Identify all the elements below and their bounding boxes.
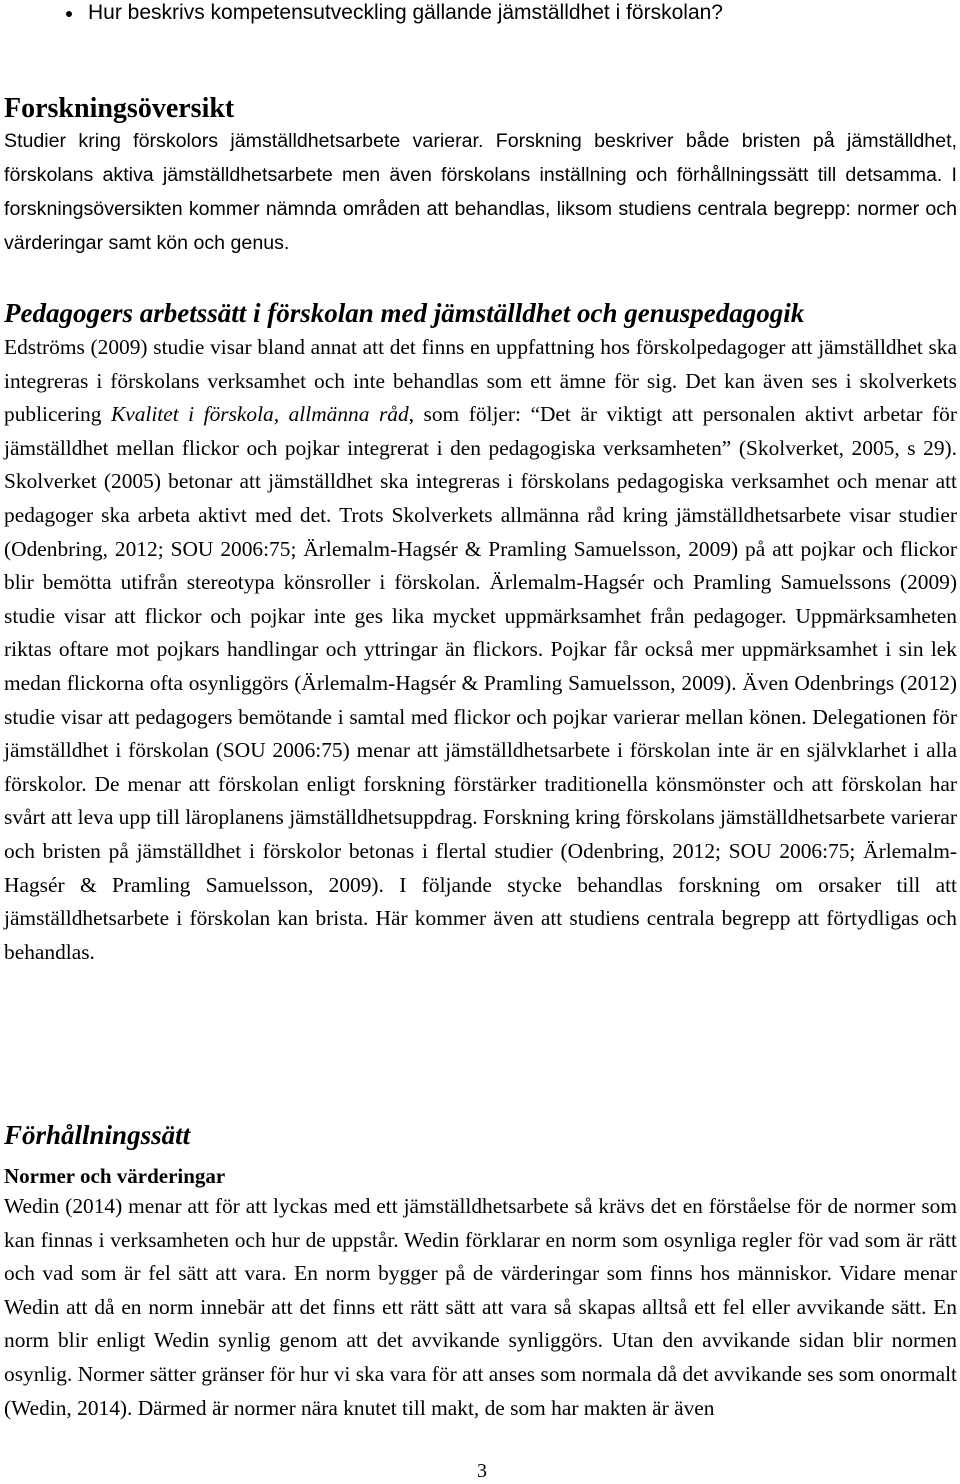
paragraph-text-part2: , som följer: “Det är viktigt att personalen aktivt arbetar för jämställdhet mellan flickor och pojkar integrerat i den pedagogiska verksamheten” (Skolverket, 2005, s 29). Skolverket (2005) betonar att jämställdhet ska integreras i förskolans pedagogiska verksamhet och menar att pedagoger ska arbeta aktivt med det. Trots Skolverkets allmänna råd kring jämställdhetsarbete visar studier (Odenbring, 2012; SOU 2006:75; Ärlemalm-Hagsér & Pramling Samuelsson, 2009) på att pojkar och flickor blir bemötta utifrån stereotypa könsroller i förskolan. Ärlemalm-Hagsér och Pramling Samuelssons (2009) studie visar att flickor och pojkar inte ges lika mycket uppmärksamhet från pedagoger. Uppmärksamheten riktas oftare mot pojkars handlingar och yttringar än flickors. Pojkar får också mer uppmärksamhet i sin lek medan flickorna ofta osynliggörs (Ärlemalm-Hagsér & Pramling Samuelsson, 2009). Även Odenbrings (2012) studie visar att pedagogers bemötande i samtal med flickor och pojkar varierar mellan könen. Delegationen för jämställdhet i förskolan (SOU 2006:75) menar att jämställdhetsarbete i förskolan inte är en självklarhet i alla förskolor. De menar att förskolan enligt forskning förstärker traditionella könsmönster och att förskolan har svårt att leva upp till läroplanens jämställdhetsuppdrag. Forskning kring förskolans jämställdhetsarbete varierar och bristen på jämställdhet i förskolor betonas i flertal studier (Odenbring, 2012; SOU 2006:75; Ärlemalm-Hagsér & Pramling Samuelsson, 2009). I följande stycke behandlas forskning om orsaker till att jämställdhetsarbete i förskolan kan brista. Här kommer även att studiens centrala begrepp att förtydligas och behandlas.	[4, 402, 957, 964]
publication-title: Kvalitet i förskola, allmänna råd	[110, 402, 409, 427]
paragraph-normer: Wedin (2014) menar att för att lyckas med ett jämställdhetsarbete så krävs det en förståelse för de normer som kan finnas i verksamheten och hur de uppstår. Wedin förklarar en norm som osynliga regler för vad som är rätt och vad som är fel sätt att vara. En norm bygger på de värderingar som finns hos människor. Vidare menar Wedin att då en norm innebär att det finns ett rätt sätt att vara så skapas alltså ett fel eller avvikande sätt. En norm blir enligt Wedin synlig genom att det avvikande synliggörs. Utan den avvikande sidan blir normen osynlig. Normer sätter gränser för hur vi ska vara för att anses som normala då det avvikande ses som onormalt (Wedin, 2014). Därmed är normer nära knutet till makt, de som har makten är även	[4, 1194, 957, 1420]
paragraph-text-part1: Edströms (2009) studie visar bland annat att det finns en uppfattning hos förskolpedagoger att jämställdhet ska integreras i förskolans verksamhet och inte behandlas som ett ämne för sig. Det kan även ses i skolverkets publicering	[4, 335, 957, 427]
paragraph-pedagogers-arbetssatt	[4, 331, 957, 969]
subsection-heading-normer: Normer och värderingar	[4, 1164, 226, 1188]
bullet-item	[52, 0, 952, 30]
paragraph-forskningsoversikt: Studier kring förskolors jämställdhetsarbete varierar. Forskning beskriver både bristen på jämställdhet, förskolans aktiva jämställdhetsarbete men även förskolans inställning och förhållningssätt till detsamma. I forskningsöversikten kommer nämnda områden att behandlas, liksom studiens centrala begrepp: normer och värderingar samt kön och genus.	[4, 130, 957, 254]
subsection-heading-pedagogers-arbetssatt: Pedagogers arbetssätt i förskolan med jämställdhet och genuspedagogik	[4, 298, 805, 328]
section-heading-forhallningssatt: Förhållningssätt	[4, 1120, 191, 1150]
section-heading-forskningsoversikt: Forskningsöversikt	[4, 93, 235, 124]
bullet-icon	[66, 11, 72, 17]
bullet-text: Hur beskrivs kompetensutveckling gällande jämställdhet i förskolan?	[88, 1, 723, 24]
page-number: 3	[477, 1460, 487, 1482]
